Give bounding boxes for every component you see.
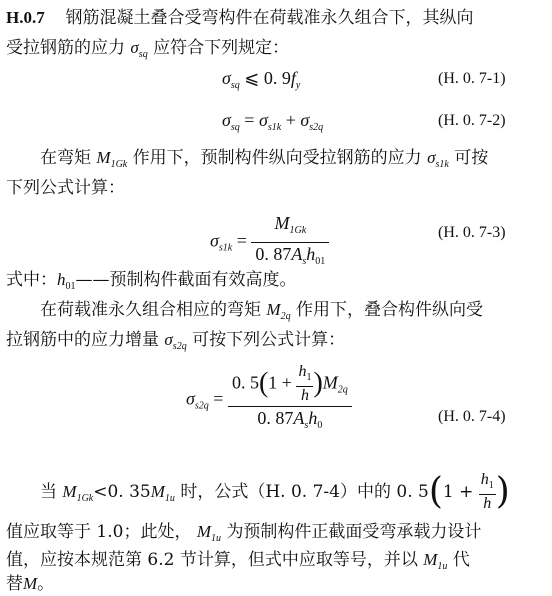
para1-line-1 [40, 146, 488, 177]
para2-line-1 [40, 298, 483, 329]
para3-line-3 [6, 548, 470, 579]
clause-line-1 [6, 6, 474, 30]
where-line [6, 268, 297, 299]
para3-text-4b: 。 [37, 574, 55, 594]
para3-text-2a: 值应取等于 1.0；此处， [6, 522, 192, 542]
equation-2: $\sigma_{sq} = \sigma_{s1k} + \sigma_{s2q}$ [222, 110, 324, 133]
para3-text-3b: 代 [452, 550, 470, 570]
sigma-sq-symbol: $\sigma_{sq}$ [130, 38, 148, 60]
para1-line-2: 下列公式计算： [6, 178, 125, 198]
para3-text-3a: 值，应按本规范第 6.2 节计算，但式中应取等号，并以 [6, 550, 418, 570]
factor-expression: 0. 5(1 + $\frac{h_1}{h}$ ) [396, 471, 510, 512]
para3-text-4a: 替 [6, 574, 23, 594]
para2-text-1a: 在荷载准永久组合相应的弯矩 [40, 300, 261, 320]
clause-text-2a: 受拉钢筋的应力 [6, 38, 125, 58]
clause-text-1: 钢筋混凝土叠合受弯构件在荷载准永久组合下，其纵向 [65, 8, 474, 28]
where-desc: ——预制构件截面有效高度。 [75, 270, 297, 290]
where-prefix: 式中： [6, 270, 57, 290]
clause-number: H.0.7 [6, 8, 45, 27]
para1-text-1c: 可按 [454, 148, 489, 168]
equation-4-number: (H. 0. 7-4) [438, 408, 506, 425]
para3-text-1b: 时，公式（H. 0. 7-4）中的 [180, 482, 391, 502]
sigma-s1k-symbol: $\sigma_{s1k}$ [427, 148, 449, 170]
para3-text-2b: 为预制构件正截面受弯承载力设计 [226, 522, 482, 542]
clause-line-2 [6, 36, 289, 67]
clause-text-2b: 应符合下列规定： [153, 38, 290, 58]
equation-2-number: (H. 0. 7-2) [438, 112, 506, 129]
para1-text-1b: 作用下，预制构件纵向受拉钢筋的应力 [132, 148, 422, 168]
h01-symbol: $h_{01}$ [57, 270, 76, 292]
para2-text-1b: 作用下，叠合构件纵向受 [295, 300, 483, 320]
para3-line-2 [6, 520, 481, 551]
equation-1: $\sigma_{sq}$ ⩽ 0. $9f_y$ [222, 68, 301, 91]
sigma-s2q-symbol: $\sigma_{s2q}$ [164, 330, 187, 352]
equation-4: $\sigma_{s2q}$ = 0. 5(1 + $\frac{h_1}{h}$ )$M_{2q}$ 0. $87A_sh_0$ [186, 364, 352, 437]
equation-3-number: (H. 0. 7-3) [438, 224, 506, 241]
m1gk-symbol: $M_{1Gk}$ [96, 148, 128, 170]
para1-text-1a: 在弯矩 [40, 148, 91, 168]
m1gk-condition: $M_{1Gk}$ [62, 482, 94, 504]
equation-1-number: (H. 0. 7-1) [438, 70, 506, 87]
m2q-symbol: $M_{2q}$ [266, 300, 291, 322]
para3-line-1: 当 $M_{1Gk}<0$. $35M_{1u}$ 时，公式（H. 0. 7-4）中的 0. 5(1 + $\frac{h_1}{h}$ ) [40, 471, 510, 512]
para3-line-4 [6, 572, 54, 596]
para2-line-2 [6, 328, 345, 359]
para3-text-1a: 当 [40, 482, 57, 502]
m-symbol: M [23, 574, 38, 593]
m1u-symbol: $M_{1u}$ [196, 522, 222, 544]
equation-3: $\sigma_{s1k}$ = $\frac{M_{1Gk}}{0. 87A_sh_{01}}$ [210, 212, 329, 273]
para2-text-2a: 拉钢筋中的应力增量 [6, 330, 159, 350]
m1u-symbol-2: $M_{1u}$ [423, 550, 448, 572]
para2-text-2b: 可按下列公式计算： [192, 330, 346, 350]
